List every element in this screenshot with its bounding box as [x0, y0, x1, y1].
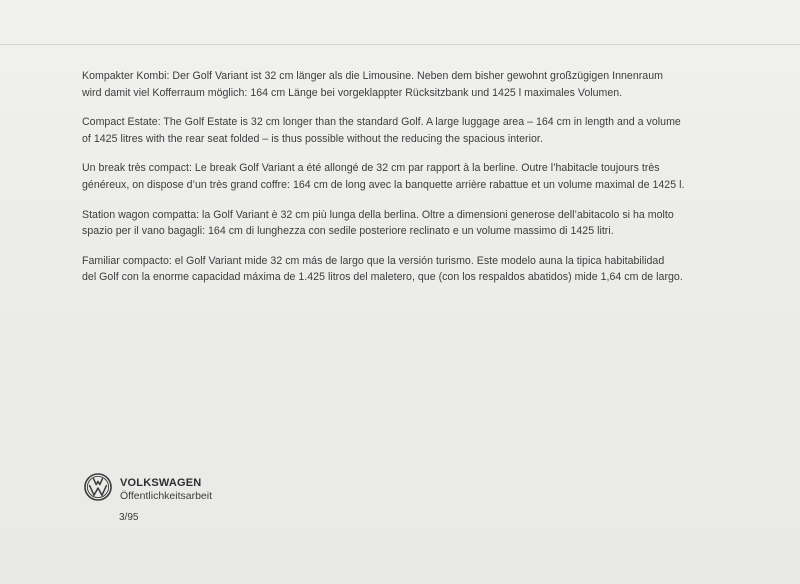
caption-paragraph-spanish: [82, 253, 742, 286]
text-line: Compact Estate: The Golf Estate is 32 cm longer than the standard Golf. A large luggage area – 164 cm in length and a volume: [82, 116, 681, 129]
text-line: Familiar compacto: el Golf Variant mide 32 cm más de largo que la versión turismo. Este modelo auna la tipica habitabilidad: [82, 254, 665, 267]
caption-paragraph-english: [82, 114, 742, 147]
release-date: 3/95: [119, 512, 139, 523]
text-line: Kompakter Kombi: Der Golf Variant ist 32 cm länger als die Limousine. Neben dem bisher gewohnt großzügigen Innenraum: [82, 70, 663, 82]
text-line: del Golf con la enorme capacidad máxima de 1.425 litros del maletero, que (con los respaldos abatidos) mide 1,64 cm de largo.: [82, 271, 683, 284]
brand-name: VOLKSWAGEN: [120, 477, 202, 489]
caption-paragraph-french: [82, 160, 742, 193]
page-top-edge: [0, 44, 800, 45]
text-line: Un break très compact: Le break Golf Variant a été allongé de 32 cm par rapport à la berline. Outre l’habitacle toujours très: [82, 162, 660, 175]
text-line: généreux, on dispose d’un très grand coffre: 164 cm de long avec la banquette arrière rabattue et un volume maximal de 1425 l.: [82, 178, 685, 191]
text-line: Station wagon compatta: la Golf Variant è 32 cm più lunga della berlina. Oltre a dimensioni generose dell’abitacolo si ha molto: [82, 208, 674, 221]
text-line: wird damit viel Kofferraum möglich: 164 cm Länge bei vorgeklappter Rücksitzbank und 1425 l maximales Volumen.: [82, 86, 623, 99]
text-line: of 1425 litres with the rear seat folded – is thus possible without the reducing the spacious interior.: [82, 132, 543, 145]
text-line: spazio per il vano bagagli: 164 cm di lunghezza con sedile posteriore reclinato e un volume massimo di 1425 litri.: [82, 225, 614, 238]
volkswagen-logo-icon: [84, 473, 112, 501]
caption-paragraph-italian: [82, 207, 742, 240]
multilingual-caption: [82, 68, 742, 299]
caption-paragraph-german: [82, 68, 742, 101]
brand-department: Öffentlichkeitsarbeit: [120, 490, 213, 502]
